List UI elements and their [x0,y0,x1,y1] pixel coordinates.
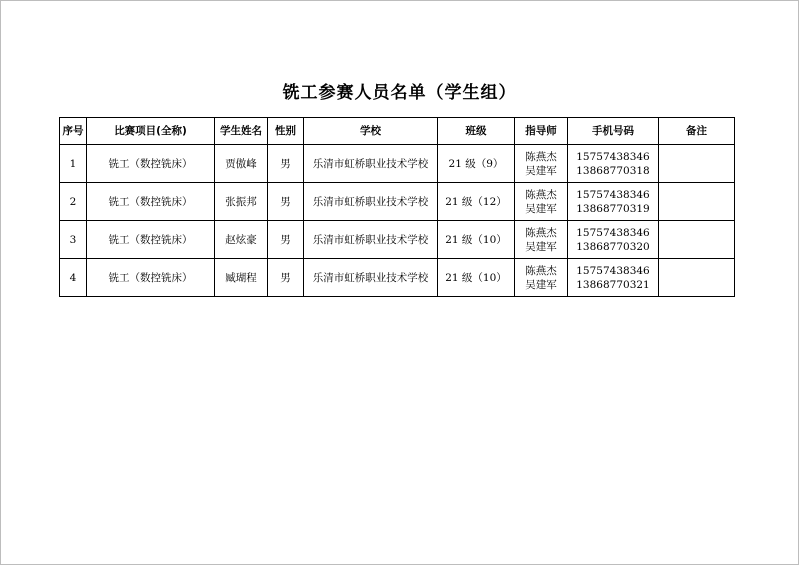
cell-event: 铣工（数控铣床） [87,145,215,183]
cell-name: 臧瑚程 [215,259,268,297]
table-row [60,259,735,297]
header-event: 比赛项目(全称) [87,118,215,145]
header-mentor: 指导师 [515,118,568,145]
cell-no: 1 [60,145,87,183]
cell-no: 4 [60,259,87,297]
header-note: 备注 [659,118,735,145]
phone-primary: 15757438346 [576,264,650,277]
cell-class: 21 级（10） [438,221,515,259]
phone-primary: 15757438346 [576,150,650,163]
cell-school: 乐清市虹桥职业技术学校 [304,183,438,221]
phone-primary: 15757438346 [576,188,650,201]
cell-note [659,145,735,183]
participant-table [59,117,735,297]
phone-secondary: 13868770319 [576,202,650,215]
cell-class: 21 级（10） [438,259,515,297]
mentor-primary: 陈燕杰 [525,264,557,277]
cell-name: 贾傲峰 [215,145,268,183]
cell-mentor [515,145,568,183]
phone-secondary: 13868770318 [576,164,650,177]
phone-secondary: 13868770321 [576,278,650,291]
cell-name: 赵炫豪 [215,221,268,259]
cell-phone [568,259,659,297]
table-row [60,221,735,259]
cell-gender: 男 [268,145,304,183]
table-row [60,145,735,183]
cell-phone [568,183,659,221]
cell-event: 铣工（数控铣床） [87,259,215,297]
document-title: 铣工参赛人员名单（学生组） [282,83,517,103]
cell-mentor [515,259,568,297]
cell-event: 铣工（数控铣床） [87,183,215,221]
header-school: 学校 [304,118,438,145]
phone-primary: 15757438346 [576,226,650,239]
cell-phone [568,145,659,183]
header-name: 学生姓名 [215,118,268,145]
cell-phone [568,221,659,259]
header-class: 班级 [438,118,515,145]
mentor-primary: 陈燕杰 [525,150,557,163]
cell-gender: 男 [268,183,304,221]
table-header-row [60,118,735,145]
cell-note [659,221,735,259]
cell-class: 21 级（12） [438,183,515,221]
cell-school: 乐清市虹桥职业技术学校 [304,221,438,259]
cell-no: 3 [60,221,87,259]
cell-gender: 男 [268,221,304,259]
phone-secondary: 13868770320 [576,240,650,253]
cell-no: 2 [60,183,87,221]
header-gender: 性别 [268,118,304,145]
mentor-primary: 陈燕杰 [525,188,557,201]
cell-name: 张振邦 [215,183,268,221]
header-no: 序号 [60,118,87,145]
mentor-secondary: 吴建军 [525,164,557,177]
mentor-secondary: 吴建军 [525,278,557,291]
cell-note [659,183,735,221]
table-row [60,183,735,221]
cell-event: 铣工（数控铣床） [87,221,215,259]
cell-school: 乐清市虹桥职业技术学校 [304,145,438,183]
cell-gender: 男 [268,259,304,297]
cell-mentor [515,183,568,221]
cell-mentor [515,221,568,259]
header-phone: 手机号码 [568,118,659,145]
cell-class: 21 级（9） [438,145,515,183]
mentor-secondary: 吴建军 [525,240,557,253]
cell-note [659,259,735,297]
mentor-secondary: 吴建军 [525,202,557,215]
cell-school: 乐清市虹桥职业技术学校 [304,259,438,297]
mentor-primary: 陈燕杰 [525,226,557,239]
